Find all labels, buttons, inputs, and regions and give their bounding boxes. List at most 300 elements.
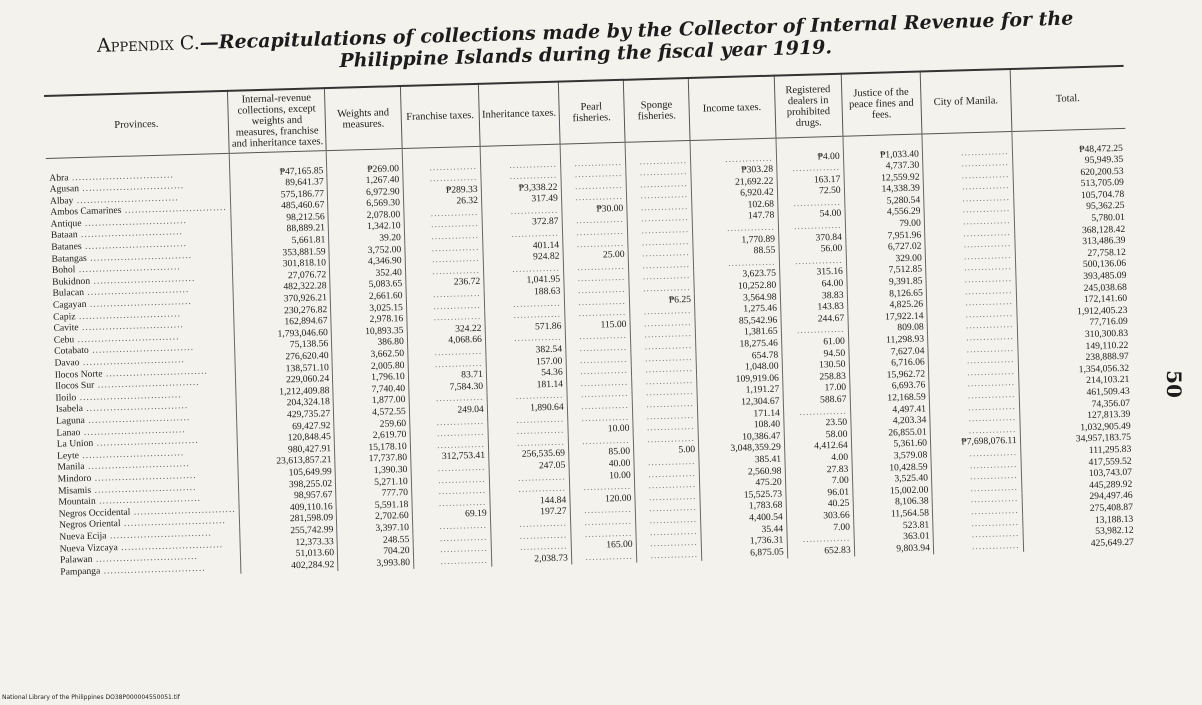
leader-dots: .............. xyxy=(435,392,484,405)
leader-dots: .............. xyxy=(511,227,559,241)
leader-dots: .............. xyxy=(970,481,1019,495)
leader-dots: .............. xyxy=(512,262,560,275)
leader-dots: .............................. xyxy=(78,180,185,195)
value-cell: 317.49 xyxy=(481,193,561,207)
province-name: Abra xyxy=(49,171,69,184)
value-cell: 809.08 xyxy=(848,322,928,336)
value-cell: 313,486.39 xyxy=(1015,236,1129,251)
value-cell: 401.14 xyxy=(483,240,563,254)
leader-dots: .............. xyxy=(641,247,690,260)
value-cell: 6,920.42 xyxy=(691,187,777,201)
leader-dots: .............. xyxy=(440,554,489,567)
leader-dots: .............. xyxy=(646,397,695,411)
value-cell: 500,136.06 xyxy=(1015,259,1129,274)
leader-dots: .............................. xyxy=(81,238,188,253)
value-cell: 429,735.27 xyxy=(236,409,333,423)
province-name: La Union xyxy=(56,437,94,450)
leader-dots: .............. xyxy=(580,376,629,389)
leader-dots: .............. xyxy=(575,191,624,204)
value-cell: 704.20 xyxy=(337,545,413,559)
leader-dots: .............................. xyxy=(100,562,206,577)
value-cell: 7,584.30 xyxy=(408,381,486,395)
value-cell: 402,284.92 xyxy=(241,559,338,573)
value-cell: 214,103.21 xyxy=(1018,375,1132,390)
value-cell: 6,693.76 xyxy=(849,380,929,394)
value-cell: 3,525.40 xyxy=(852,473,932,487)
leader-dots: .............. xyxy=(644,351,693,364)
value-cell: 368,128.42 xyxy=(1014,224,1128,239)
province-name: Laguna xyxy=(55,414,86,427)
leader-dots: .............. xyxy=(576,225,625,239)
value-cell: 39.20 xyxy=(329,233,405,247)
empty-cell xyxy=(625,140,691,168)
value-cell: 56.00 xyxy=(779,243,846,256)
leader-dots: .............................. xyxy=(82,400,189,415)
value-cell: 620,200.53 xyxy=(1013,166,1127,181)
value-cell: 386.80 xyxy=(332,337,408,351)
province-name: Lanao xyxy=(56,426,81,439)
leader-dots: .............. xyxy=(960,145,1009,158)
value-cell: 1,342.10 xyxy=(328,221,404,235)
value-cell: 89,641.37 xyxy=(230,177,327,191)
leader-dots: .............. xyxy=(579,330,627,343)
leader-dots: .............. xyxy=(514,332,562,345)
leader-dots: .............................. xyxy=(95,492,202,507)
province-name: Nueva Vizcaya xyxy=(59,541,118,555)
province-name: Batanes xyxy=(51,241,82,253)
value-cell: 370,926.21 xyxy=(233,293,330,307)
leader-dots: .............. xyxy=(640,200,689,214)
leader-dots: .............. xyxy=(648,467,696,480)
leader-dots: .............. xyxy=(438,473,486,486)
value-cell: ₱3,338.22 xyxy=(481,182,561,196)
value-cell: 513,705.09 xyxy=(1013,178,1127,193)
leader-dots: .............. xyxy=(579,341,628,355)
leader-dots: .............. xyxy=(433,299,482,312)
value-cell: 12,373.33 xyxy=(240,536,337,550)
leader-dots: .............. xyxy=(639,166,688,179)
value-cell: 17.00 xyxy=(783,382,850,395)
value-cell: 5,780.01 xyxy=(1014,212,1128,227)
value-cell: 398,255.02 xyxy=(238,478,335,492)
value-cell: 3,564.98 xyxy=(694,292,780,306)
value-cell: 17,737.80 xyxy=(335,453,411,467)
value-cell: 259.60 xyxy=(334,418,410,432)
value-cell: 475.20 xyxy=(700,477,786,491)
value-cell: 171.14 xyxy=(698,408,784,422)
leader-dots: .............. xyxy=(792,161,841,175)
value-cell: 98,957.67 xyxy=(239,490,336,504)
leader-dots: .............. xyxy=(643,305,692,318)
leader-dots: .............. xyxy=(642,270,691,283)
leader-dots: .............. xyxy=(577,260,626,274)
value-cell: 1,770.89 xyxy=(693,234,779,248)
province-name: Iloilo xyxy=(55,392,77,404)
value-cell: 1,354,056.32 xyxy=(1018,363,1132,378)
empty-cell xyxy=(480,144,561,172)
leader-dots: .............. xyxy=(644,328,693,341)
leader-dots: .............. xyxy=(431,253,480,266)
leader-dots: .............. xyxy=(964,273,1013,286)
leader-dots: .............. xyxy=(642,258,691,272)
value-cell: 115.00 xyxy=(565,319,630,332)
leader-dots: .............. xyxy=(438,484,487,498)
value-cell: 4,346.90 xyxy=(329,256,405,270)
leader-dots: .............. xyxy=(967,365,1015,379)
value-cell: 35.44 xyxy=(701,523,787,537)
value-cell: 4,737.30 xyxy=(843,160,923,174)
leader-dots: .............. xyxy=(584,515,633,528)
value-cell: 425,649.27 xyxy=(1023,537,1137,552)
value-cell: 165.00 xyxy=(571,539,636,552)
leader-dots: .............. xyxy=(585,550,634,563)
value-cell: 248.55 xyxy=(337,534,413,548)
leader-dots: .............. xyxy=(650,548,699,561)
leader-dots: .............. xyxy=(429,172,478,185)
value-cell: 109,919.06 xyxy=(697,373,783,387)
value-cell: 143.83 xyxy=(780,301,847,314)
value-cell: 229,060.24 xyxy=(235,374,332,388)
column-header: City of Manila. xyxy=(920,69,1011,134)
value-cell: 3,662.50 xyxy=(332,348,408,362)
leader-dots: .............................. xyxy=(80,423,186,438)
value-cell: 130.50 xyxy=(782,359,849,372)
province-name: Capiz xyxy=(53,310,76,323)
value-cell: 303.66 xyxy=(786,510,853,523)
value-cell: 13,188.13 xyxy=(1022,514,1136,529)
value-cell: 1,390.30 xyxy=(335,464,411,478)
value-cell: 3,752.00 xyxy=(329,244,405,258)
value-cell: 111,295.83 xyxy=(1020,444,1134,459)
value-cell: 485,460.67 xyxy=(231,200,328,214)
leader-dots: .............. xyxy=(577,283,626,297)
value-cell: 417,559.52 xyxy=(1021,456,1135,471)
value-cell: ₱289.33 xyxy=(403,184,481,198)
leader-dots: .............................. xyxy=(83,284,190,299)
value-cell: 3,623.75 xyxy=(694,268,780,282)
value-cell: 1,032,905.49 xyxy=(1020,421,1134,436)
value-cell: 294,497.46 xyxy=(1022,490,1136,505)
value-cell: 120,848.45 xyxy=(237,432,334,446)
empty-cell xyxy=(933,540,1023,554)
value-cell: 9,803.94 xyxy=(854,543,934,557)
value-cell: 15,178.10 xyxy=(334,441,410,455)
leader-dots: .............. xyxy=(968,412,1017,425)
value-cell: 69.19 xyxy=(412,509,490,523)
value-cell: 34,957,183.75 xyxy=(1020,433,1134,448)
leader-dots: .............. xyxy=(434,345,483,359)
value-cell: 6,875.05 xyxy=(701,547,787,561)
value-cell: 980,427.91 xyxy=(237,443,334,457)
leader-dots: .............. xyxy=(969,458,1018,471)
value-cell: 312,753.41 xyxy=(410,451,488,465)
column-header: Total. xyxy=(1010,66,1126,132)
value-cell: 53,982.12 xyxy=(1023,525,1137,540)
value-cell: 5,361.60 xyxy=(851,438,931,452)
column-header: Internal-revenue collections, except weights and measures, franchise and inheritance taxes. xyxy=(227,88,326,153)
value-cell: 4,203.34 xyxy=(850,415,930,429)
value-cell: 11,298.93 xyxy=(848,334,928,348)
value-cell: 353,881.59 xyxy=(232,246,329,260)
value-cell: 1,381.65 xyxy=(695,326,781,340)
column-header: Pearl fisheries. xyxy=(558,80,625,144)
value-cell: 74,356.07 xyxy=(1019,398,1133,413)
title-text: —Recapitulations of collections made by the Collector of Internal Revenue for the Philippine Islands during the fiscal year 1919. xyxy=(199,7,1074,73)
leader-dots: .............. xyxy=(793,196,842,209)
province-name: Cavite xyxy=(53,322,79,335)
value-cell: 23.50 xyxy=(784,417,851,430)
leader-dots: .............. xyxy=(433,311,482,324)
value-cell: 102.68 xyxy=(692,199,778,213)
leader-dots: .............. xyxy=(963,226,1012,240)
province-name: Antique xyxy=(50,217,82,230)
leader-dots: .............. xyxy=(961,180,1010,193)
table-body xyxy=(46,128,1137,578)
value-cell: ₱4.00 xyxy=(776,136,844,164)
value-cell: 4,572.55 xyxy=(334,406,410,420)
leader-dots: .............. xyxy=(802,532,851,546)
value-cell: 329.00 xyxy=(846,253,926,267)
leader-dots: .............. xyxy=(431,241,480,254)
value-cell: 370.84 xyxy=(778,232,845,245)
value-cell: 40.00 xyxy=(569,458,634,471)
leader-dots: .............. xyxy=(439,519,488,533)
value-cell: 162,894.67 xyxy=(234,316,331,330)
value-cell: 245,038.68 xyxy=(1016,282,1130,297)
value-cell: 1,267.40 xyxy=(327,175,403,189)
value-cell: 172,141.60 xyxy=(1016,293,1130,308)
value-cell: 181.14 xyxy=(487,379,567,393)
value-cell: 95,949.35 xyxy=(1012,154,1126,169)
value-cell: 12,168.59 xyxy=(850,392,930,406)
value-cell: 1,212,409.88 xyxy=(236,385,333,399)
value-cell: 105,649.99 xyxy=(238,466,335,480)
value-cell: 105,704.78 xyxy=(1013,189,1127,204)
leader-dots: .............. xyxy=(642,282,691,295)
province-name: Cagayan xyxy=(52,298,87,311)
leader-dots: .............. xyxy=(430,206,479,220)
leader-dots: .............. xyxy=(963,249,1012,263)
column-header: Sponge fisheries. xyxy=(623,78,690,142)
province-name: Manila xyxy=(57,461,85,474)
empty-cell xyxy=(571,551,636,564)
value-cell: 236.72 xyxy=(406,277,484,291)
leader-dots: .............. xyxy=(646,421,695,434)
column-header: Franchise taxes. xyxy=(400,84,480,149)
value-cell: 17,922.14 xyxy=(848,311,928,325)
leader-dots: .............. xyxy=(516,413,565,426)
value-cell: 363.01 xyxy=(854,531,934,545)
province-name: Bukidnon xyxy=(52,275,91,288)
value-cell: 144.84 xyxy=(490,495,570,509)
leader-dots: .............. xyxy=(575,214,624,227)
leader-dots: .............. xyxy=(432,287,481,301)
leader-dots: .............. xyxy=(519,540,568,553)
value-cell: 98,212.56 xyxy=(231,211,328,225)
value-cell: 54.36 xyxy=(486,367,566,381)
leader-dots: .............. xyxy=(962,203,1011,216)
leader-dots: .............. xyxy=(439,542,488,556)
value-cell: 482,322.28 xyxy=(233,281,330,295)
province-name: Bohol xyxy=(51,264,76,277)
leader-dots: .............. xyxy=(725,152,773,165)
value-cell: ₱30.00 xyxy=(562,203,627,216)
leader-dots: .............. xyxy=(793,219,842,233)
value-cell: 2,560.98 xyxy=(699,465,785,479)
value-cell: 654.78 xyxy=(696,350,782,364)
value-cell: 372.87 xyxy=(482,217,562,231)
province-name: Batangas xyxy=(51,252,87,265)
leader-dots: .............. xyxy=(968,423,1017,437)
value-cell: ₱48,472.25 xyxy=(1012,128,1127,157)
value-cell: 120.00 xyxy=(570,493,635,506)
value-cell: 69,427.92 xyxy=(237,420,334,434)
leader-dots: .............. xyxy=(517,471,566,484)
leader-dots: .............................. xyxy=(86,249,193,264)
value-cell: 10,386.47 xyxy=(698,431,784,445)
leader-dots: .............. xyxy=(583,480,632,494)
value-cell: 588.67 xyxy=(783,394,850,407)
value-cell: 1,736.31 xyxy=(701,535,787,549)
value-cell: 51,013.60 xyxy=(240,548,337,562)
value-cell: 88.55 xyxy=(693,245,779,259)
value-cell: 64.00 xyxy=(780,278,847,291)
value-cell: 5,280.54 xyxy=(844,195,924,209)
value-cell: 382.54 xyxy=(486,344,566,358)
leader-dots: .............. xyxy=(971,516,1020,529)
leader-dots: .............. xyxy=(967,377,1016,390)
value-cell: 1,048.00 xyxy=(696,361,782,375)
leader-dots: .............. xyxy=(643,316,692,330)
leader-dots: .............. xyxy=(574,179,623,192)
footer-credit: National Library of the Philippines DO38P000004550051.tif xyxy=(2,694,180,701)
leader-dots: .............................. xyxy=(78,319,185,334)
leader-dots: .............. xyxy=(964,261,1013,274)
value-cell: ₱6.25 xyxy=(629,294,694,307)
value-cell: 2,619.70 xyxy=(334,430,410,444)
value-cell: 5.00 xyxy=(633,445,698,458)
province-name: Bataan xyxy=(50,229,78,242)
page-number: 50 xyxy=(1161,370,1186,398)
leader-dots: .............. xyxy=(640,177,688,191)
value-cell: ₱47,165.85 xyxy=(229,151,327,180)
province-name: Mindoro xyxy=(57,472,92,485)
leader-dots: .............. xyxy=(438,496,487,509)
leader-dots: .............................. xyxy=(84,458,191,473)
value-cell: 103,743.07 xyxy=(1021,467,1135,482)
leader-dots: .............. xyxy=(727,256,776,269)
value-cell: 7.00 xyxy=(786,522,853,535)
leader-dots: .............. xyxy=(962,191,1011,205)
value-cell: 3,025.15 xyxy=(331,302,407,316)
leader-dots: .............................. xyxy=(120,515,227,530)
value-cell: 79.00 xyxy=(845,218,925,232)
leader-dots: .............. xyxy=(645,374,694,388)
value-cell: 27.83 xyxy=(785,464,852,477)
value-cell: 77,716.09 xyxy=(1017,317,1131,332)
value-cell: 445,289.92 xyxy=(1021,479,1135,494)
value-cell: 523.81 xyxy=(853,519,933,533)
province-name: Ilocos Sur xyxy=(54,379,95,392)
value-cell: 461,509.43 xyxy=(1019,386,1133,401)
leader-dots: .............. xyxy=(583,504,632,517)
leader-dots: .............. xyxy=(434,357,483,370)
leader-dots: .............. xyxy=(969,470,1018,483)
leader-dots: .............. xyxy=(574,156,623,169)
value-cell: ₱1,033.40 xyxy=(843,134,923,162)
leader-dots: .............. xyxy=(967,388,1016,402)
leader-dots: .............. xyxy=(641,224,690,237)
leader-dots: .............. xyxy=(964,284,1013,297)
value-cell: 575,186.77 xyxy=(230,188,327,202)
empty-cell xyxy=(560,142,626,170)
leader-dots: .............. xyxy=(647,432,696,446)
value-cell: 4,412.64 xyxy=(784,440,851,453)
province-name: Mountain xyxy=(58,495,96,508)
leader-dots: .............. xyxy=(436,415,485,428)
leader-dots: .............. xyxy=(509,169,558,183)
province-name: Davao xyxy=(54,357,80,369)
value-cell: 281,598.09 xyxy=(239,513,336,527)
value-cell: 1,890.64 xyxy=(487,402,567,416)
value-cell: 2,702.60 xyxy=(336,511,412,525)
recapitulation-table-container xyxy=(44,65,1137,579)
value-cell: 1,041.95 xyxy=(484,275,564,289)
value-cell: 15,002.00 xyxy=(852,485,932,499)
leader-dots: .............. xyxy=(971,528,1020,541)
province-name: Pampanga xyxy=(60,565,101,578)
value-cell: 5,661.81 xyxy=(232,235,329,249)
leader-dots: .............. xyxy=(969,446,1018,460)
value-cell: 18,275.46 xyxy=(696,338,782,352)
leader-dots: .............. xyxy=(432,264,481,278)
value-cell: 188.63 xyxy=(484,286,564,300)
value-cell: 23,613,857.21 xyxy=(238,455,335,469)
empty-cell xyxy=(636,549,701,562)
value-cell: 10,252.80 xyxy=(694,280,780,294)
leader-dots: .............................. xyxy=(90,481,197,496)
value-cell: 249.04 xyxy=(409,404,487,418)
value-cell: 6,972.90 xyxy=(327,186,403,200)
value-cell: 2,038.73 xyxy=(491,553,571,567)
leader-dots: .............. xyxy=(576,237,625,250)
leader-dots: .............................. xyxy=(89,272,196,287)
leader-dots: .............. xyxy=(961,157,1010,170)
value-cell: 197.27 xyxy=(490,506,570,520)
value-cell: 247.05 xyxy=(489,460,569,474)
leader-dots: .............. xyxy=(971,539,1020,552)
value-cell: 4.00 xyxy=(784,452,851,465)
leader-dots: .............. xyxy=(648,490,697,503)
value-cell: 26,855.01 xyxy=(851,427,931,441)
leader-dots: .............................. xyxy=(73,191,179,206)
value-cell: 61.00 xyxy=(781,336,848,349)
leader-dots: .............. xyxy=(436,426,485,440)
leader-dots: .............. xyxy=(519,529,568,542)
leader-dots: .............................. xyxy=(88,342,195,357)
value-cell: 10.00 xyxy=(568,423,633,436)
value-cell: 256,535.69 xyxy=(488,448,568,462)
value-cell: 138,571.10 xyxy=(235,362,332,376)
value-cell: ₱269.00 xyxy=(326,149,402,177)
column-header: Provinces. xyxy=(114,118,159,132)
leader-dots: .............. xyxy=(580,364,628,378)
value-cell: 4,400.54 xyxy=(700,512,786,526)
province-name: Agusan xyxy=(49,183,80,195)
value-cell: 10.00 xyxy=(569,470,634,483)
leader-dots: .............. xyxy=(431,229,480,243)
value-cell: 315.16 xyxy=(779,267,846,280)
